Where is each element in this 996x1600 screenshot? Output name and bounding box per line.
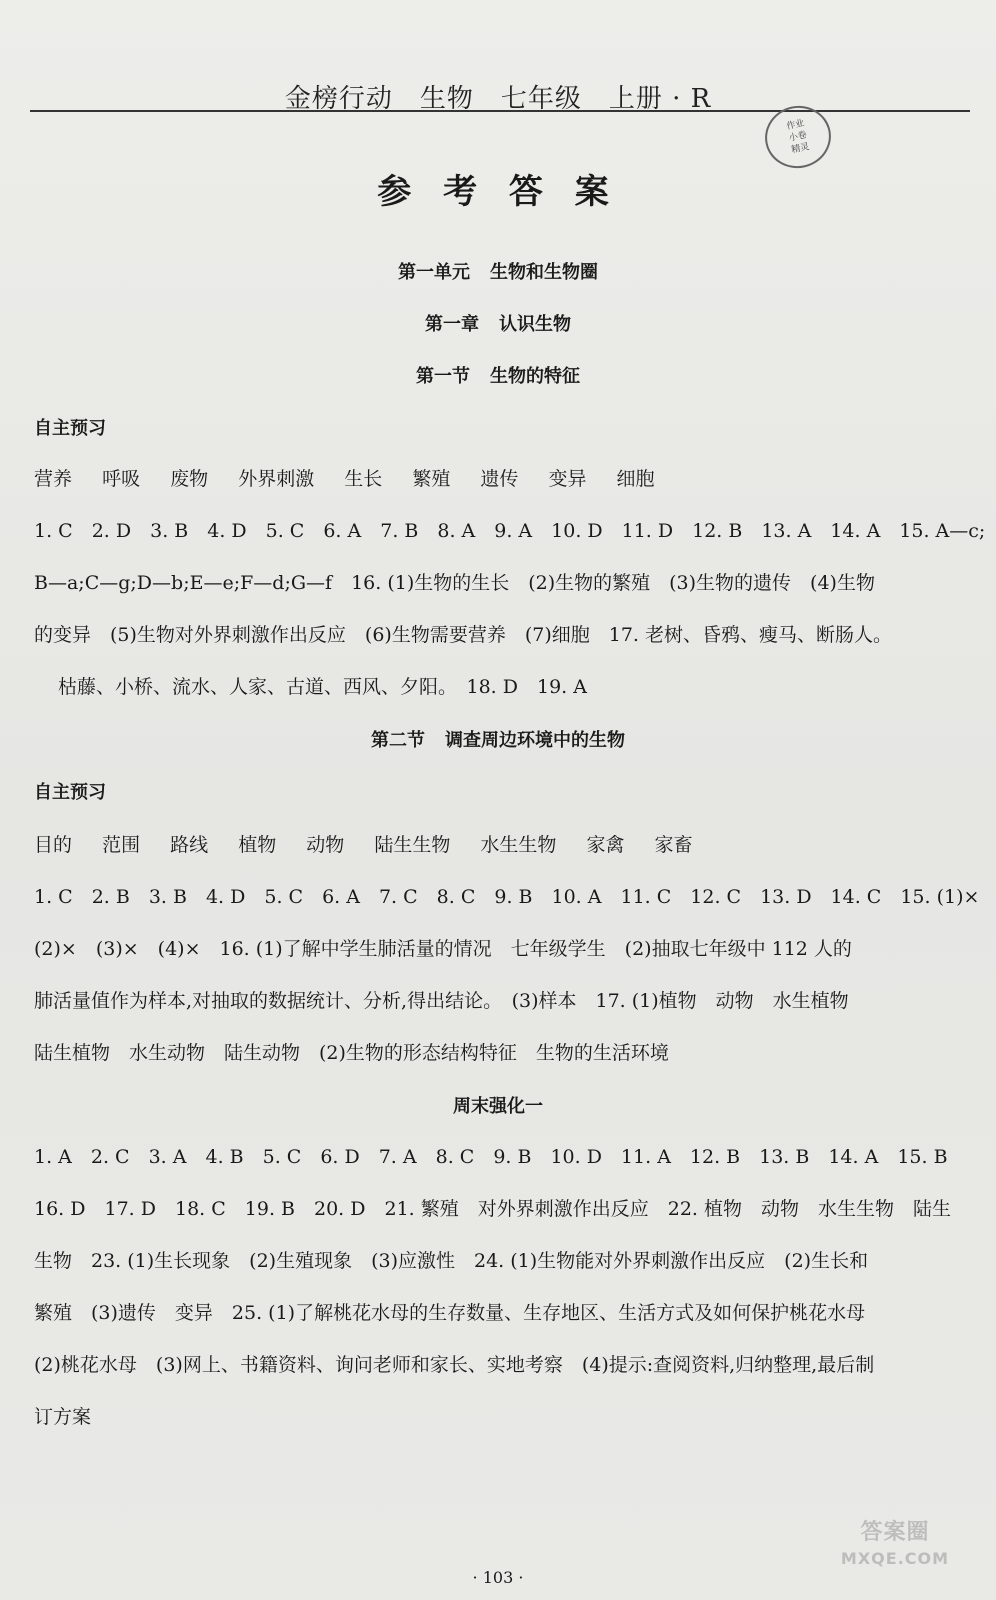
section-number: 第二节 [371,730,425,751]
answer-line: 订方案 [34,1406,92,1428]
section-name: 生物的特征 [490,366,580,387]
stamp-line: 小卷 [788,130,808,144]
keyword: 繁殖 [412,468,451,490]
answer-line: 1. C 2. B 3. B 4. D 5. C 6. A 7. C 8. C 9. B 10. A 11. C 12. C 13. D 14. C 15. (1)× [34,886,980,908]
answer-line: 枯藤、小桥、流水、人家、古道、西风、夕阳。 18. D 19. A [58,676,587,698]
section-name: 调查周边环境中的生物 [445,730,625,751]
watermark-text: 答案圈 [860,1520,930,1545]
watermark-logo [820,1520,970,1580]
section-heading [0,362,996,388]
keyword: 家畜 [654,834,693,856]
answer-line: 1. C 2. D 3. B 4. D 5. C 6. A 7. B 8. A 9. A 10. D 11. D 12. B 13. A 14. A 15. A—c; [34,520,986,542]
answer-line: 肺活量值作为样本,对抽取的数据统计、分析,得出结论。 (3)样本 17. (1)植物 动物 水生植物 [34,990,849,1012]
keyword: 水生生物 [480,834,557,856]
answer-line: 繁殖 (3)遗传 变异 25. (1)了解桃花水母的生存数量、生存地区、生活方式及如何保护桃花水母 [34,1302,866,1324]
unit-name: 生物和生物圈 [490,262,598,283]
preview-label: 自主预习 [34,782,106,803]
chapter-number: 第一章 [425,314,479,335]
answer-line: 1. A 2. C 3. A 4. B 5. C 6. D 7. A 8. C 9. B 10. D 11. A 12. B 13. B 14. A 15. B [34,1146,948,1168]
keyword: 细胞 [616,468,655,490]
keyword-row [34,464,964,491]
keyword: 遗传 [480,468,519,490]
stamp-line: 精灵 [790,141,811,156]
keyword: 路线 [170,834,209,856]
keyword: 目的 [34,834,73,856]
keyword: 范围 [102,834,141,856]
keyword-row [34,830,964,857]
preview-label: 自主预习 [34,418,106,439]
chapter-name: 认识生物 [499,314,571,335]
chapter-heading [0,310,996,336]
watermark-site: MXQE.COM [840,1549,950,1568]
unit-number: 第一单元 [398,262,470,283]
answer-line: 陆生植物 水生动物 陆生动物 (2)生物的形态结构特征 生物的生活环境 [34,1042,669,1064]
keyword: 变异 [548,468,587,490]
section-number: 第一节 [416,366,470,387]
keyword: 营养 [34,468,73,490]
page-title: 参 考 答 案 [377,172,619,212]
keyword: 生长 [344,468,383,490]
answer-line: 的变异 (5)生物对外界刺激作出反应 (6)生物需要营养 (7)细胞 17. 老树、昏鸦、瘦马、断肠人。 [34,624,892,646]
answer-line: (2)× (3)× (4)× 16. (1)了解中学生肺活量的情况 七年级学生 (2)抽取七年级中 112 人的 [34,938,852,960]
keyword: 废物 [170,468,209,490]
section-heading [0,726,996,752]
header-rule [30,110,970,112]
book-header: 金榜行动 生物 七年级 上册 · R [284,84,712,114]
answer-line: 生物 23. (1)生长现象 (2)生殖现象 (3)应激性 24. (1)生物能对外界刺激作出反应 (2)生长和 [34,1250,869,1272]
keyword: 外界刺激 [238,468,315,490]
unit-heading [0,258,996,284]
answer-line: (2)桃花水母 (3)网上、书籍资料、询问老师和家长、实地考察 (4)提示:查阅资料,归纳整理,最后制 [34,1354,875,1376]
keyword: 家禽 [586,834,625,856]
keyword: 呼吸 [102,468,141,490]
answer-line: 16. D 17. D 18. C 19. B 20. D 21. 繁殖 对外界刺激作出反应 22. 植物 动物 水生生物 陆生 [34,1198,951,1220]
answer-line: B—a;C—g;D—b;E—e;F—d;G—f 16. (1)生物的生长 (2)生物的繁殖 (3)生物的遗传 (4)生物 [34,572,875,594]
weekend-name: 周末强化一 [453,1096,543,1117]
stamp-line: 作业 [785,118,806,133]
keyword: 动物 [306,834,345,856]
weekend-heading [0,1092,996,1118]
keyword: 植物 [238,834,277,856]
keyword: 陆生生物 [374,834,451,856]
page-number: · 103 · [472,1568,524,1587]
